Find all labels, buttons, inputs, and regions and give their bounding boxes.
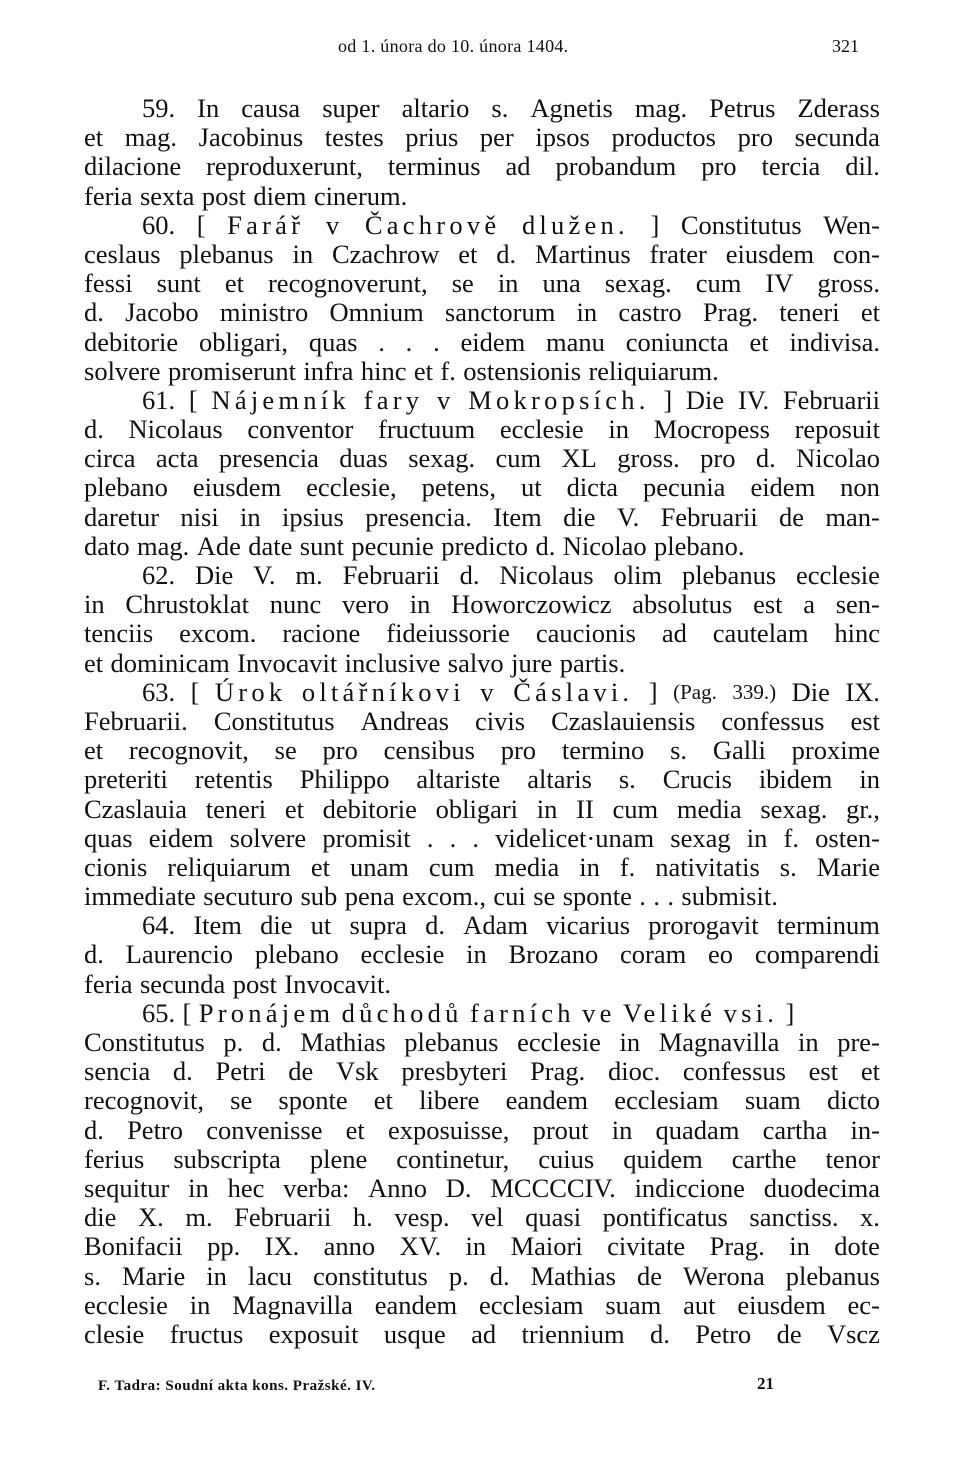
text-line: 62. Die V. m. Februarii d. Nicolaus olim plebanus ecclesie <box>142 560 880 590</box>
page-number: 321 <box>832 36 859 56</box>
text-line: tenciis excom. racione fideiussorie caucionis ad cautelam hinc <box>84 618 880 649</box>
text-line: d. Jacobo ministro Omnium sanctorum in castro Prag. teneri et <box>84 297 880 328</box>
text-line: ferius subscripta plene continetur, cuius quidem carthe tenor <box>84 1143 880 1174</box>
footer-source: F. Tadra: Soudní akta kons. Pražské. IV. <box>98 1378 376 1394</box>
footer-signature: 21 <box>757 1374 774 1393</box>
text-line: dilacione reproduxerunt, terminus ad probandum pro tercia dil. <box>84 151 880 182</box>
text-line: 61. [ Nájemník fary v Mokropsích. ] Die IV. Februarii <box>142 384 880 415</box>
text-line: 59. In causa super altario s. Agnetis mag. Petrus Zderass <box>142 93 880 123</box>
text-line: die X. m. Februarii h. vesp. vel quasi pontificatus sanctiss. x. <box>84 1202 880 1233</box>
text-line: feria sexta post diem cinerum. <box>84 180 408 211</box>
text-line: clesie fructus exposuit usque ad triennium d. Petro de Vscz <box>84 1318 880 1349</box>
text-line: Bonifacii pp. IX. anno XV. in Maiori civitate Prag. in dote <box>84 1231 880 1262</box>
text-line: daretur nisi in ipsius presencia. Item die V. Februarii de man- <box>84 501 880 532</box>
text-line: cionis reliquiarum et unam cum media in f. nativitatis s. Marie <box>84 851 880 882</box>
text-line: recognovit, se sponte et libere eandem ecclesiam suam dicto <box>84 1085 880 1116</box>
body-text <box>84 94 880 1349</box>
text-line: et mag. Jacobinus testes prius per ipsos productos pro secunda <box>84 122 880 153</box>
text-line: preteriti retentis Philippo altariste altaris s. Crucis ibidem in <box>84 764 880 795</box>
text-line: ceslaus plebanus in Czachrow et d. Martinus frater eiusdem con- <box>84 238 880 269</box>
text-line: feria secunda post Invocavit. <box>84 968 392 999</box>
text-line: et recognovit, se pro censibus pro termino s. Galli proxime <box>84 735 880 766</box>
text-line: 60. [ Farář v Čachrově dlužen. ] Constitutus Wen- <box>142 209 880 240</box>
text-line: dato mag. Ade date sunt pecunie predicto d. Nicolao plebano. <box>84 530 745 561</box>
text-line: debitorie obligari, quas . . . eidem manu coniuncta et indivisa. <box>84 326 880 357</box>
text-line: Februarii. Constitutus Andreas civis Czaslauiensis confessus est <box>84 705 880 736</box>
text-line: quas eidem solvere promisit . . . videlicet·unam sexag in f. osten- <box>84 822 880 853</box>
text-line: s. Marie in lacu constitutus p. d. Mathias de Werona plebanus <box>84 1260 880 1291</box>
text-line: fessi sunt et recognoverunt, se in una sexag. cum IV gross. <box>84 268 880 299</box>
text-line: circa acta presencia duas sexag. cum XL gross. pro d. Nicolao <box>84 443 880 474</box>
text-line: ecclesie in Magnavilla eandem ecclesiam suam aut eiusdem ec- <box>84 1289 880 1320</box>
text-line: d. Nicolaus conventor fructuum ecclesie in Mocropess reposuit <box>84 414 880 445</box>
text-line: sequitur in hec verba: Anno D. MCCCCIV. indiccione duodecima <box>84 1172 880 1203</box>
text-line: et dominicam Invocavit inclusive salvo jure partis. <box>84 647 626 678</box>
text-line: 65. [ Pronájem důchodů farních ve Veliké vsi. ] <box>142 997 795 1028</box>
text-line: Constitutus p. d. Mathias plebanus ecclesie in Magnavilla in pre- <box>84 1027 880 1057</box>
text-line: plebano eiusdem ecclesie, petens, ut dicta pecunia eidem non <box>84 472 880 503</box>
text-line: 64. Item die ut supra d. Adam vicarius prorogavit terminum <box>142 910 880 941</box>
text-line: in Chrustoklat nunc vero in Howorczowicz absolutus est a sen- <box>84 589 880 620</box>
text-line: sencia d. Petri de Vsk presbyteri Prag. dioc. confessus est et <box>84 1056 880 1087</box>
running-head: od 1. února do 10. února 1404. <box>338 36 569 56</box>
text-line: d. Petro convenisse et exposuisse, prout in quadam cartha in- <box>84 1114 880 1145</box>
text-line: immediate secuturo sub pena excom., cui se sponte . . . submisit. <box>84 881 778 912</box>
text-line: Czaslauia teneri et debitorie obligari in II cum media sexag. gr., <box>84 793 880 824</box>
text-line: solvere promiserunt infra hinc et f. ostensionis reliquiarum. <box>84 355 719 386</box>
text-line: 63. [ Úrok oltářníkovi v Čáslavi. ] (Pag. 339.) Die IX. <box>142 676 880 707</box>
text-line: d. Laurencio plebano ecclesie in Brozano coram eo comparendi <box>84 939 880 970</box>
